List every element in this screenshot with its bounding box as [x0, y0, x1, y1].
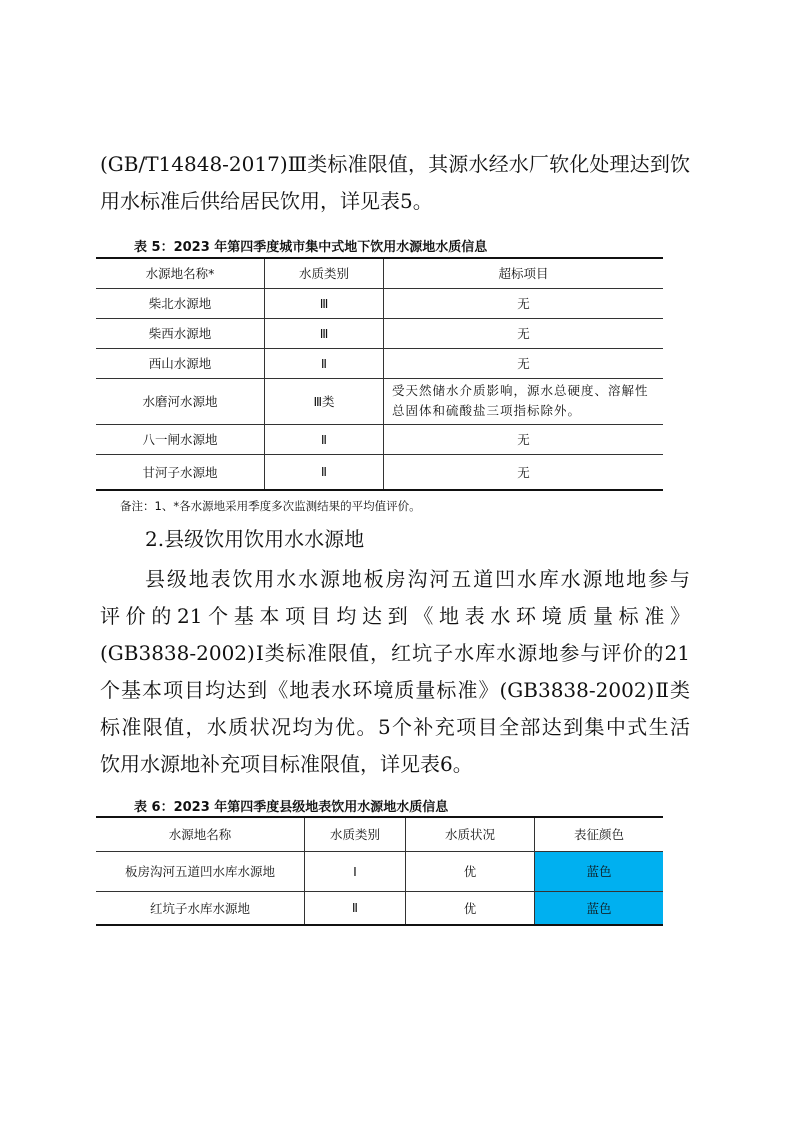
table5-cell-exceed: 受天然储水介质影响，源水总硬度、溶解性总固体和硫酸盐三项指标除外。	[384, 378, 664, 424]
table6-header-row	[96, 817, 663, 851]
table5-cell-class: Ⅱ	[265, 454, 384, 490]
table6-cell-class: Ⅱ	[305, 891, 406, 925]
table5-cell-exceed: 无	[384, 424, 664, 454]
table5-cell-exceed: 无	[384, 288, 664, 318]
table6-header-status: 水质状况	[406, 817, 535, 851]
table5-header-row	[96, 258, 663, 288]
table-row	[96, 378, 663, 424]
table5-cell-name: 水磨河水源地	[96, 378, 265, 424]
table6-cell-name: 板房沟河五道凹水库水源地	[96, 851, 305, 891]
table5-header-exceed: 超标项目	[384, 258, 664, 288]
table5-cell-class: Ⅱ	[265, 424, 384, 454]
table6-cell-color: 蓝色	[535, 891, 664, 925]
table5-cell-name: 西山水源地	[96, 348, 265, 378]
table5-cell-class: Ⅱ	[265, 348, 384, 378]
table-row	[96, 424, 663, 454]
table5-cell-class: Ⅲ	[265, 288, 384, 318]
table5-cell-exceed: 无	[384, 318, 664, 348]
table5-cell-name: 八一闸水源地	[96, 424, 265, 454]
section2-line-1: 县级地表饮用水水源地板房沟河五道凹水库水源地地参与	[145, 567, 690, 591]
table5-header-class: 水质类别	[265, 258, 384, 288]
table6-cell-status: 优	[406, 891, 535, 925]
table-row	[96, 454, 663, 490]
table5-cell-class: Ⅲ类	[265, 378, 384, 424]
section2-line-3: (GB3838-2002)Ⅰ类标准限值，红坑子水库水源地参与评价的21	[100, 641, 690, 665]
table6-header-class: 水质类别	[305, 817, 406, 851]
section2-line-6: 饮用水源地补充项目标准限值，详见表6。	[100, 752, 473, 776]
section2-paragraph	[100, 561, 690, 783]
table-row	[96, 318, 663, 348]
section2-line-4: 个基本项目均达到《地表水环境质量标准》(GB3838-2002)Ⅱ类	[100, 678, 690, 702]
table5-cell-name: 柴北水源地	[96, 288, 265, 318]
intro-line-1: (GB/T14848-2017)Ⅲ类标准限值，其源水经水厂软化处理达到饮	[100, 152, 690, 176]
table6	[96, 816, 663, 926]
section2-line-2: 评价的21个基本项目均达到《地表水环境质量标准》	[100, 604, 690, 628]
section2-line-5: 标准限值，水质状况均为优。5个补充项目全部达到集中式生活	[100, 715, 690, 739]
table5-cell-name: 甘河子水源地	[96, 454, 265, 490]
table5	[96, 257, 663, 491]
table-row	[96, 851, 663, 891]
table6-cell-name: 红坑子水库水源地	[96, 891, 305, 925]
table6-cell-status: 优	[406, 851, 535, 891]
table-row	[96, 348, 663, 378]
table6-header-color: 表征颜色	[535, 817, 664, 851]
table5-cell-exceed: 无	[384, 348, 664, 378]
table5-cell-class: Ⅲ	[265, 318, 384, 348]
table6-cell-color: 蓝色	[535, 851, 664, 891]
table-row	[96, 288, 663, 318]
table-row	[96, 891, 663, 925]
table6-header-name: 水源地名称	[96, 817, 305, 851]
table5-cell-name: 柴西水源地	[96, 318, 265, 348]
table6-cell-class: Ⅰ	[305, 851, 406, 891]
table5-header-name: 水源地名称*	[96, 258, 265, 288]
table5-note: 备注：1、*各水源地采用季度多次监测结果的平均值评价。	[120, 499, 421, 513]
table5-caption: 表 5：2023 年第四季度城市集中式地下饮用水源地水质信息	[134, 240, 488, 255]
table6-caption: 表 6：2023 年第四季度县级地表饮用水源地水质信息	[134, 800, 449, 815]
table5-cell-exceed: 无	[384, 454, 664, 490]
section2-heading: 2.县级饮用饮用水水源地	[145, 527, 365, 551]
intro-line-2: 用水标准后供给居民饮用，详见表5。	[100, 189, 433, 213]
intro-paragraph	[100, 146, 690, 220]
